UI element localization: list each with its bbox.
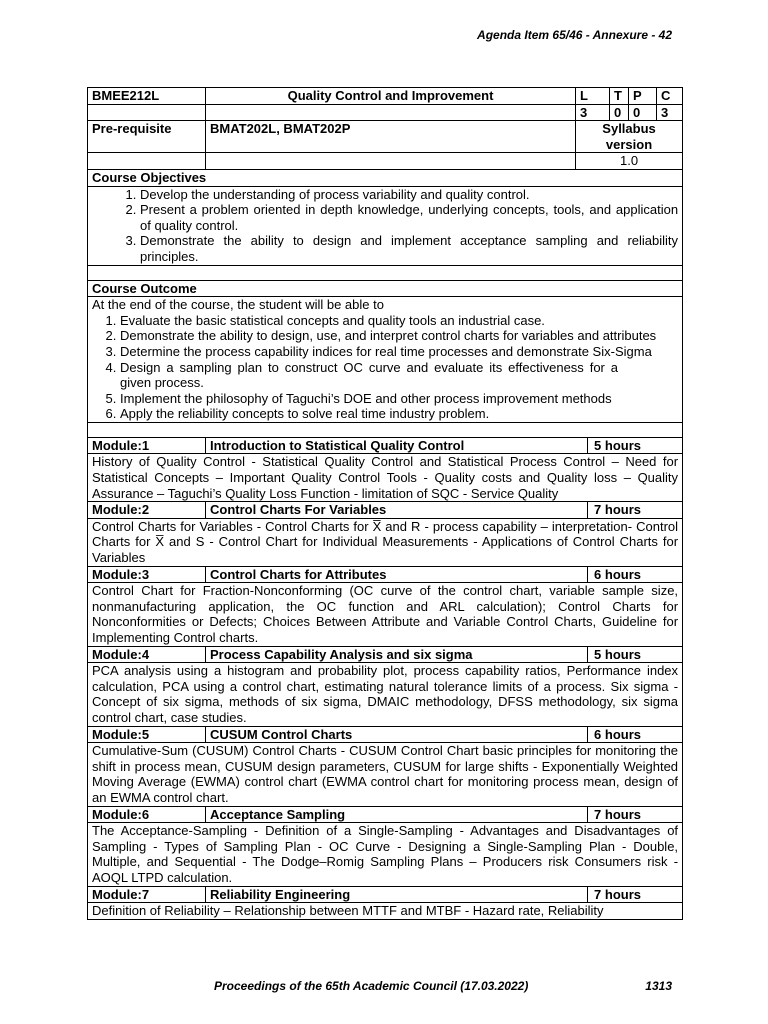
outcome-item: 6. Apply the reliability concepts to solve real time industry problem. xyxy=(120,406,678,422)
empty-cell xyxy=(88,104,206,121)
module-label: Module:6 xyxy=(88,806,206,823)
module-label: Module:4 xyxy=(88,646,206,663)
empty-cell xyxy=(206,104,576,121)
module-label: Module:2 xyxy=(88,502,206,519)
agenda-header: Agenda Item 65/46 - Annexure - 42 xyxy=(477,28,672,42)
module-hours: 7 hours xyxy=(588,886,683,903)
module-hours: 5 hours xyxy=(588,437,683,454)
syllabus-table xyxy=(87,87,683,920)
empty-cell xyxy=(88,153,206,170)
objective-item: 1. Develop the understanding of process variability and quality control. xyxy=(140,187,678,203)
module-hours: 5 hours xyxy=(588,646,683,663)
outcome-item: 3. Determine the process capability indices for real time processes and demonstrate Six-Sigma xyxy=(120,344,678,360)
objective-item: 2. Present a problem oriented in depth knowledge, underlying concepts, tools, and application of quality control. xyxy=(140,202,678,233)
module-title: Process Capability Analysis and six sigma xyxy=(206,646,588,663)
ltpc-value-p: 0 xyxy=(629,104,657,121)
outcome-item: 4. Design a sampling plan to construct OC curve and evaluate its effectiveness for a given process. xyxy=(120,360,678,391)
empty-cell xyxy=(206,153,576,170)
prereq-value: BMAT202L, BMAT202P xyxy=(206,121,576,153)
module-title: Control Charts For Variables xyxy=(206,502,588,519)
module-hours: 7 hours xyxy=(588,806,683,823)
module-title: CUSUM Control Charts xyxy=(206,726,588,743)
module-content: The Acceptance-Sampling - Definition of a Single-Sampling - Advantages and Disadvantages of Sampling - Types of Sampling Plan - OC Curve - Designing a Single-Sampling Plan - Double, Multiple, and Sequential - The Dodge–Romig Sampling Plans – Producers risk Consumers risk - AOQL LTPD calculation. xyxy=(88,823,683,886)
ltpc-header-p: P xyxy=(629,88,657,105)
blank-row xyxy=(88,265,683,280)
module-hours: 7 hours xyxy=(588,502,683,519)
outcomes-intro: At the end of the course, the student will be able to xyxy=(92,297,384,313)
module-hours: 6 hours xyxy=(588,566,683,583)
module-label: Module:3 xyxy=(88,566,206,583)
outcome-item: 1. Evaluate the basic statistical concepts and quality tools an industrial case. xyxy=(120,313,678,329)
module-content: Control Chart for Fraction-Nonconforming (OC curve of the control chart, variable sample size, nonmanufacturing application, the OC function and ARL calculation); Control Charts for Nonconformities or Defects; Choices Between Attribute and Variable Control Charts, Guideline for Implementing Control charts. xyxy=(88,583,683,646)
outcomes-list xyxy=(92,313,678,422)
proceedings-footer: Proceedings of the 65th Academic Council (17.03.2022) xyxy=(214,979,529,993)
outcome-item: 2. Demonstrate the ability to design, use, and interpret control charts for variables and attributes xyxy=(120,328,678,344)
objectives-list-cell xyxy=(88,186,683,265)
syllabus-version-label: Syllabus version xyxy=(576,121,683,153)
course-title: Quality Control and Improvement xyxy=(206,88,576,105)
course-code: BMEE212L xyxy=(88,88,206,105)
objectives-list xyxy=(92,187,678,265)
ltpc-header-t: T xyxy=(610,88,629,105)
ltpc-value-c: 3 xyxy=(657,104,683,121)
module-title: Introduction to Statistical Quality Control xyxy=(206,437,588,454)
ltpc-value-t: 0 xyxy=(610,104,629,121)
outcomes-heading: Course Outcome xyxy=(88,280,683,297)
module-title: Reliability Engineering xyxy=(206,886,588,903)
syllabus-version-value: 1.0 xyxy=(576,153,683,170)
module-content: PCA analysis using a histogram and probability plot, process capability ratios, Performance index calculation, PCA using a control chart, estimating natural tolerance limits of a process. Six sigma - Concept of six sigma, methods of six sigma, DMAIC methodology, DFSS methodology, six sigma control chart, case studies. xyxy=(88,663,683,726)
blank-row xyxy=(88,422,683,437)
module-hours: 6 hours xyxy=(588,726,683,743)
outcome-item: 5. Implement the philosophy of Taguchi’s DOE and other process improvement methods xyxy=(120,391,678,407)
module-label: Module:5 xyxy=(88,726,206,743)
module-label: Module:7 xyxy=(88,886,206,903)
module-content: Control Charts for Variables - Control Charts for X̅ and R - process capability – interpretation- Control Charts for X̅ and S - Control Chart for Individual Measurements - Applications of Control Charts for Variables xyxy=(88,518,683,566)
outcomes-cell xyxy=(88,297,683,423)
module-content: Definition of Reliability – Relationship between MTTF and MTBF - Hazard rate, Reliability xyxy=(88,903,683,920)
module-title: Control Charts for Attributes xyxy=(206,566,588,583)
ltpc-header-l: L xyxy=(576,88,610,105)
module-content: History of Quality Control - Statistical Quality Control and Statistical Process Control – Need for Statistical Concepts – Important Quality Control Tools - Quality costs and Quality loss – Quality Assurance – Taguchi’s Quality Loss Function - limitation of SQC - Service Quality xyxy=(88,454,683,502)
module-content: Cumulative-Sum (CUSUM) Control Charts - CUSUM Control Chart basic principles for monitoring the shift in process mean, CUSUM design parameters, CUSUM for large shifts - Exponentially Weighted Moving Average (EWMA) control chart (EWMA control chart for monitoring process mean, design of an EWMA control chart. xyxy=(88,743,683,806)
page-number: 1313 xyxy=(645,979,672,993)
ltpc-header-c: C xyxy=(657,88,683,105)
module-title: Acceptance Sampling xyxy=(206,806,588,823)
objective-item: 3. Demonstrate the ability to design and implement acceptance sampling and reliability principles. xyxy=(140,233,678,264)
ltpc-value-l: 3 xyxy=(576,104,610,121)
objectives-heading: Course Objectives xyxy=(88,169,683,186)
module-label: Module:1 xyxy=(88,437,206,454)
prereq-label: Pre-requisite xyxy=(88,121,206,153)
